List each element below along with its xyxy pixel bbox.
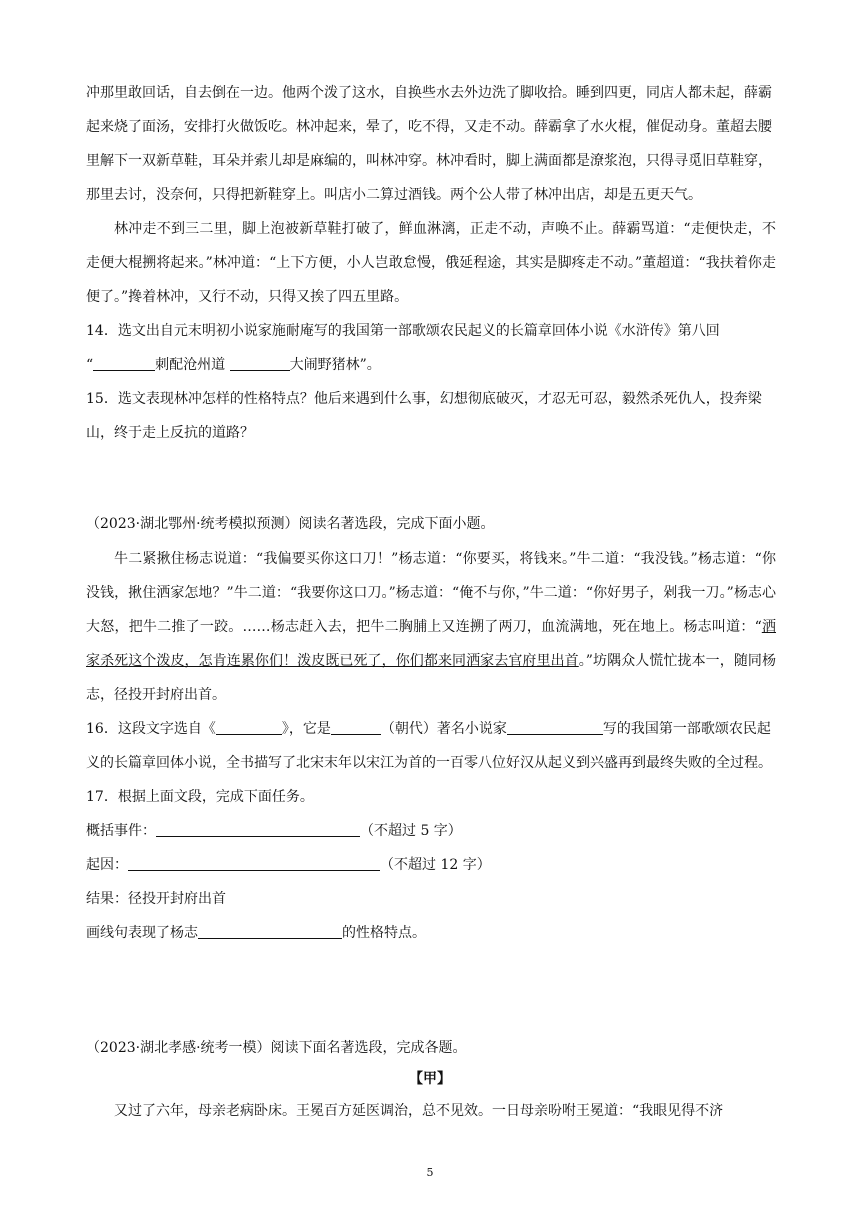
section2 [86, 542, 776, 950]
task-cause-limit: （不超过 12 字） [380, 857, 491, 873]
question-14-line1: 14．选文出自元末明初小说家施耐庵写的我国第一部歌颂农民起义的长篇章回体小说《水浒传》第八回 [86, 323, 720, 339]
underlined-sentence: 洒家杀死这个泼皮，怎肯连累你们！泼皮既已死了，你们都来同洒家去官府里出首 [86, 619, 777, 669]
section2-source: （2023·湖北鄂州·统考模拟预测）阅读名著选段，完成下面小题。 [86, 516, 495, 532]
section2-text-after: 。”坊隅众人慌忙拢本一，随同杨志，径投开封府出首。 [86, 653, 776, 703]
question-17-title: 17．根据上面文段，完成下面任务。 [86, 789, 314, 805]
passage1-paragraph-2: 林冲走不到三二里，脚上泡被新草鞋打破了，鲜血淋漓，正走不动，声唤不止。薛霸骂道：“走便快走，不走便大棍搠将起来。”林冲道：“上下方便，小人岂敢怠慢，俄延程途，其实是脚疼走不动。”董超道：“我扶着你走便了。”搀着林冲，又行不动，只得又挨了四五里路。 [86, 221, 776, 305]
question-16-a: 16．这段文字选自《 [86, 721, 216, 737]
answer-blank[interactable] [93, 354, 155, 371]
task-trait-b: 的性格特点。 [342, 925, 426, 941]
task-trait [86, 916, 776, 950]
task-event [86, 814, 776, 848]
task-result: 结果：径投开封府出首 [86, 891, 226, 907]
task-event-limit: （不超过 5 字） [360, 823, 462, 839]
section2-paragraph [86, 542, 776, 712]
question-16-b: 》，它是 [281, 721, 331, 737]
question-14 [86, 314, 776, 382]
question-16-c: （朝代）著名小说家 [380, 721, 507, 737]
question-15: 15．选文表现林冲怎样的性格特点？他后来遇到什么事，幻想彻底破灭，才忍无可忍，毅然杀死仇人，投奔梁山，终于走上反抗的道路？ [86, 391, 762, 441]
task-event-label: 概括事件： [86, 823, 156, 839]
section3-heading: 【甲】 [409, 1071, 451, 1087]
task-cause-label: 起因： [86, 857, 128, 873]
passage1-paragraph-1: 冲那里敢回话，自去倒在一边。他两个泼了这水，自换些水去外边洗了脚收拾。睡到四更，同店人都未起，薛霸起来烧了面汤，安排打火做饭吃。林冲起来，晕了，吃不得，又走不动。薛霸拿了水火棍，催促动身。董超去腰里解下一双新草鞋，耳朵并索儿却是麻编的，叫林冲穿。林冲看时，脚上满面都是潦浆泡，只得寻觅旧草鞋穿，那里去讨，没奈何，只得把新鞋穿上。叫店小二算过酒钱。两个公人带了林冲出店，却是五更天气。 [86, 85, 772, 203]
answer-blank[interactable] [507, 718, 603, 735]
section3 [86, 1094, 776, 1128]
answer-blank[interactable] [230, 354, 290, 371]
answer-blank[interactable] [156, 820, 360, 837]
section3-source: （2023·湖北孝感·统考一模）阅读下面名著选段，完成各题。 [86, 1040, 467, 1056]
question-16-d: 写的我国第一部歌颂农民起义的长篇章回体小说，全书描写了北宋末年以宋江为首的一百零八位好汉从起义到兴盛再到最终失败的全过程。 [86, 721, 772, 771]
answer-blank[interactable] [198, 922, 342, 939]
answer-blank[interactable] [331, 718, 381, 735]
question-16 [86, 712, 776, 780]
section2-text-before: 牛二紧揪住杨志说道：“我偏要买你这口刀！”杨志道：“你要买，将钱来。”牛二道：“我没钱。”杨志道：“你没钱，揪住洒家怎地？”牛二道：“我要你这口刀。”杨志道：“俺不与你，”牛二道：“你好男子，剁我一刀。”杨志心大怒，把牛二推了一跤。……杨志赶入去，把牛二胸脯上又连搠了两刀，血流满地，死在地上。杨志叫道：“ [86, 551, 776, 635]
task-trait-a: 画线句表现了杨志 [86, 925, 198, 941]
answer-blank[interactable] [128, 854, 380, 871]
question-14-part2: 大闹野猪林”。 [289, 357, 381, 373]
passage1 [86, 76, 776, 450]
open-quote: “ [86, 357, 94, 373]
answer-blank[interactable] [216, 718, 282, 735]
section3-paragraph: 又过了六年，母亲老病卧床。王冕百方延医调治，总不见效。一日母亲吩咐王冕道：“我眼见得不济 [114, 1103, 724, 1119]
question-14-part1: 刺配沧州道 [155, 357, 226, 373]
task-cause [86, 848, 776, 882]
page-number: 5 [426, 1166, 434, 1179]
